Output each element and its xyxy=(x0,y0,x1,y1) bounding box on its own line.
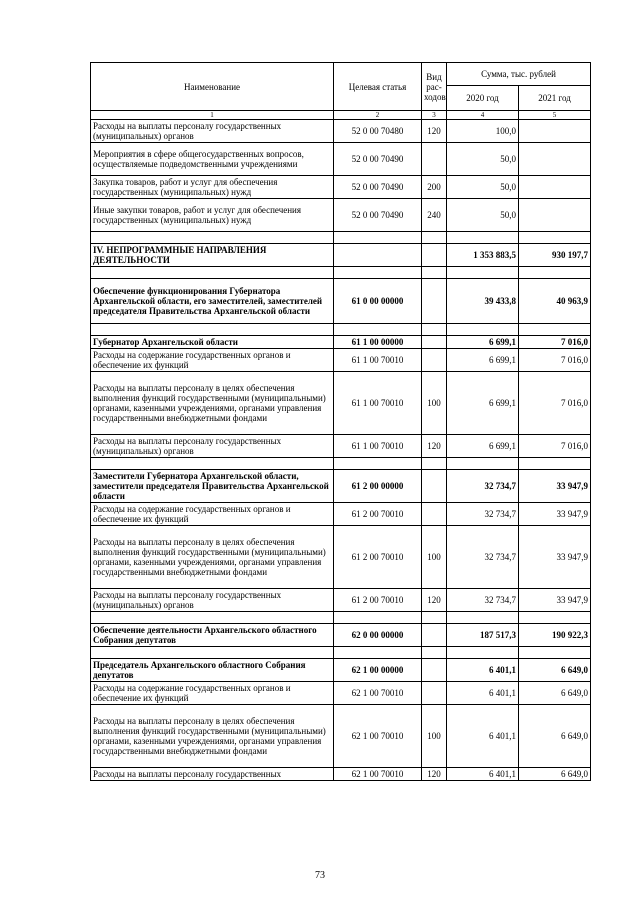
cell-name: Губернатор Архангельской области xyxy=(91,336,334,349)
header-name: Наименование xyxy=(91,63,334,111)
table-row xyxy=(91,682,591,705)
cell-vid: 100 xyxy=(422,526,447,589)
column-number-2: 2 xyxy=(334,111,422,120)
cell-v2021: 33 947,9 xyxy=(519,526,591,589)
cell-vid xyxy=(422,659,447,682)
cell-name: Иные закупки товаров, работ и услуг для обеспечения государственных (муниципальных) нужд xyxy=(91,199,334,232)
page-number: 73 xyxy=(315,870,325,881)
spacer-cell xyxy=(447,232,519,244)
cell-code: 52 0 00 70490 xyxy=(334,176,422,199)
cell-code: 61 1 00 00000 xyxy=(334,336,422,349)
spacer-row xyxy=(91,612,591,624)
cell-code: 61 2 00 00000 xyxy=(334,470,422,503)
cell-v2020: 50,0 xyxy=(447,176,519,199)
cell-code: 61 2 00 70010 xyxy=(334,503,422,526)
spacer-cell xyxy=(334,458,422,470)
cell-v2020: 6 699,1 xyxy=(447,336,519,349)
cell-v2021: 930 197,7 xyxy=(519,244,591,267)
header-row-top xyxy=(91,63,591,86)
table-row xyxy=(91,435,591,458)
spacer-row xyxy=(91,647,591,659)
cell-v2021 xyxy=(519,176,591,199)
cell-vid xyxy=(422,470,447,503)
column-number-1: 1 xyxy=(91,111,334,120)
cell-v2020: 32 734,7 xyxy=(447,526,519,589)
spacer-cell xyxy=(91,647,334,659)
spacer-cell xyxy=(91,324,334,336)
spacer-cell xyxy=(519,232,591,244)
cell-name: Заместители Губернатора Архангельской области, заместители председателя Правительства Архангельской области xyxy=(91,470,334,503)
spacer-cell xyxy=(519,324,591,336)
cell-vid xyxy=(422,336,447,349)
cell-v2020: 32 734,7 xyxy=(447,503,519,526)
cell-name: Председатель Архангельского областного Собрания депутатов xyxy=(91,659,334,682)
cell-code xyxy=(334,244,422,267)
cell-v2021: 190 922,3 xyxy=(519,624,591,647)
cell-v2020: 6 401,1 xyxy=(447,659,519,682)
spacer-cell xyxy=(422,232,447,244)
table-row xyxy=(91,705,591,768)
header-year-2020: 2020 год xyxy=(447,86,519,111)
cell-v2020: 100,0 xyxy=(447,120,519,143)
cell-code: 61 2 00 70010 xyxy=(334,589,422,612)
table-row xyxy=(91,503,591,526)
section-row xyxy=(91,336,591,349)
cell-v2020: 1 353 883,5 xyxy=(447,244,519,267)
cell-name: Расходы на содержание государственных органов и обеспечение их функций xyxy=(91,349,334,372)
cell-code: 61 0 00 00000 xyxy=(334,279,422,324)
cell-v2020: 32 734,7 xyxy=(447,470,519,503)
table-row xyxy=(91,199,591,232)
cell-name: Расходы на выплаты персоналу государственных xyxy=(91,768,334,781)
cell-name: Обеспечение деятельности Архангельского областного Собрания депутатов xyxy=(91,624,334,647)
cell-v2021: 6 649,0 xyxy=(519,682,591,705)
cell-v2020: 6 401,1 xyxy=(447,768,519,781)
cell-name: Закупка товаров, работ и услуг для обеспечения государственных (муниципальных) нужд xyxy=(91,176,334,199)
spacer-cell xyxy=(422,458,447,470)
cell-v2021: 7 016,0 xyxy=(519,336,591,349)
section-row xyxy=(91,279,591,324)
cell-v2021: 33 947,9 xyxy=(519,589,591,612)
cell-vid xyxy=(422,143,447,176)
spacer-cell xyxy=(334,267,422,279)
cell-code: 61 2 00 70010 xyxy=(334,526,422,589)
cell-name: Расходы на выплаты персоналу в целях обеспечения выполнения функций государственными (муниципальными) органами, казенными учреждениями, органами управления государственными внебюджетными фондами xyxy=(91,526,334,589)
column-number-row xyxy=(91,111,591,120)
cell-vid xyxy=(422,279,447,324)
cell-vid xyxy=(422,624,447,647)
spacer-cell xyxy=(519,267,591,279)
cell-v2021: 7 016,0 xyxy=(519,349,591,372)
cell-name: Расходы на выплаты персоналу государственных (муниципальных) органов xyxy=(91,589,334,612)
spacer-cell xyxy=(422,612,447,624)
cell-name: Расходы на выплаты персоналу государственных (муниципальных) органов xyxy=(91,120,334,143)
cell-code: 62 1 00 00000 xyxy=(334,659,422,682)
header-sum: Сумма, тыс. рублей xyxy=(447,63,591,86)
cell-code: 62 1 00 70010 xyxy=(334,768,422,781)
cell-v2020: 6 699,1 xyxy=(447,372,519,435)
cell-name: Расходы на выплаты персоналу в целях обеспечения выполнения функций государственными (муниципальными) органами, казенными учреждениями, органами управления государственными внебюджетными фондами xyxy=(91,372,334,435)
cell-name: Расходы на выплаты персоналу в целях обеспечения выполнения функций государственными (муниципальными) органами, казенными учреждениями, органами управления государственными внебюджетными фондами xyxy=(91,705,334,768)
cell-v2020: 187 517,3 xyxy=(447,624,519,647)
cell-name: Расходы на содержание государственных органов и обеспечение их функций xyxy=(91,682,334,705)
cell-vid: 100 xyxy=(422,705,447,768)
cell-v2021: 6 649,0 xyxy=(519,705,591,768)
table-row xyxy=(91,176,591,199)
cell-v2020: 32 734,7 xyxy=(447,589,519,612)
table-row xyxy=(91,768,591,781)
cell-code: 61 1 00 70010 xyxy=(334,435,422,458)
section-row xyxy=(91,659,591,682)
spacer-cell xyxy=(422,647,447,659)
cell-vid xyxy=(422,682,447,705)
spacer-cell xyxy=(447,267,519,279)
table-row xyxy=(91,526,591,589)
column-number-3: 3 xyxy=(422,111,447,120)
cell-code: 62 1 00 70010 xyxy=(334,682,422,705)
table-row xyxy=(91,120,591,143)
column-number-4: 4 xyxy=(447,111,519,120)
section-row xyxy=(91,624,591,647)
spacer-cell xyxy=(91,458,334,470)
spacer-cell xyxy=(447,324,519,336)
spacer-cell xyxy=(334,324,422,336)
cell-v2020: 6 699,1 xyxy=(447,435,519,458)
cell-vid: 120 xyxy=(422,768,447,781)
header-code: Целевая статья xyxy=(334,63,422,111)
cell-vid: 120 xyxy=(422,589,447,612)
cell-v2021: 6 649,0 xyxy=(519,659,591,682)
table-row xyxy=(91,349,591,372)
cell-v2020: 50,0 xyxy=(447,199,519,232)
cell-code: 62 0 00 00000 xyxy=(334,624,422,647)
budget-table xyxy=(90,62,591,781)
cell-code: 61 1 00 70010 xyxy=(334,349,422,372)
header-year-2021: 2021 год xyxy=(519,86,591,111)
spacer-cell xyxy=(519,458,591,470)
spacer-row xyxy=(91,458,591,470)
cell-v2021 xyxy=(519,143,591,176)
header-vid: Вид рас-ходов xyxy=(422,63,447,111)
cell-code: 61 1 00 70010 xyxy=(334,372,422,435)
cell-vid xyxy=(422,244,447,267)
section-row xyxy=(91,244,591,267)
cell-v2020: 6 401,1 xyxy=(447,682,519,705)
cell-name: IV. НЕПРОГРАММНЫЕ НАПРАВЛЕНИЯ ДЕЯТЕЛЬНОСТИ xyxy=(91,244,334,267)
spacer-cell xyxy=(447,647,519,659)
spacer-cell xyxy=(519,647,591,659)
cell-v2021: 7 016,0 xyxy=(519,435,591,458)
cell-v2020: 50,0 xyxy=(447,143,519,176)
cell-v2021: 33 947,9 xyxy=(519,470,591,503)
cell-code: 52 0 00 70480 xyxy=(334,120,422,143)
cell-name: Расходы на содержание государственных органов и обеспечение их функций xyxy=(91,503,334,526)
cell-vid: 200 xyxy=(422,176,447,199)
spacer-cell xyxy=(422,267,447,279)
budget-table-body xyxy=(91,63,591,781)
cell-name: Расходы на выплаты персоналу государственных (муниципальных) органов xyxy=(91,435,334,458)
cell-v2021: 40 963,9 xyxy=(519,279,591,324)
cell-vid xyxy=(422,503,447,526)
spacer-row xyxy=(91,324,591,336)
spacer-cell xyxy=(334,647,422,659)
cell-v2021 xyxy=(519,199,591,232)
cell-name: Обеспечение функционирования Губернатора Архангельской области, его заместителей, заместителей председателя Правительства Архангельской области xyxy=(91,279,334,324)
cell-v2020: 6 699,1 xyxy=(447,349,519,372)
cell-vid: 120 xyxy=(422,120,447,143)
spacer-cell xyxy=(519,612,591,624)
spacer-cell xyxy=(334,232,422,244)
cell-code: 62 1 00 70010 xyxy=(334,705,422,768)
cell-v2020: 6 401,1 xyxy=(447,705,519,768)
spacer-cell xyxy=(334,612,422,624)
section-row xyxy=(91,470,591,503)
spacer-cell xyxy=(447,612,519,624)
cell-code: 52 0 00 70490 xyxy=(334,199,422,232)
cell-v2020: 39 433,8 xyxy=(447,279,519,324)
spacer-cell xyxy=(422,324,447,336)
cell-vid: 120 xyxy=(422,435,447,458)
cell-v2021: 33 947,9 xyxy=(519,503,591,526)
spacer-cell xyxy=(447,458,519,470)
cell-vid: 240 xyxy=(422,199,447,232)
spacer-cell xyxy=(91,267,334,279)
table-row xyxy=(91,589,591,612)
spacer-cell xyxy=(91,612,334,624)
table-row xyxy=(91,372,591,435)
spacer-cell xyxy=(91,232,334,244)
cell-vid: 100 xyxy=(422,372,447,435)
cell-name: Мероприятия в сфере общегосударственных вопросов, осуществляемые подведомственными учреждениями xyxy=(91,143,334,176)
spacer-row xyxy=(91,267,591,279)
cell-v2021 xyxy=(519,120,591,143)
budget-table-sheet xyxy=(90,62,590,781)
column-number-5: 5 xyxy=(519,111,591,120)
cell-v2021: 7 016,0 xyxy=(519,372,591,435)
cell-code: 52 0 00 70490 xyxy=(334,143,422,176)
table-row xyxy=(91,143,591,176)
cell-v2021: 6 649,0 xyxy=(519,768,591,781)
cell-vid xyxy=(422,349,447,372)
spacer-row xyxy=(91,232,591,244)
